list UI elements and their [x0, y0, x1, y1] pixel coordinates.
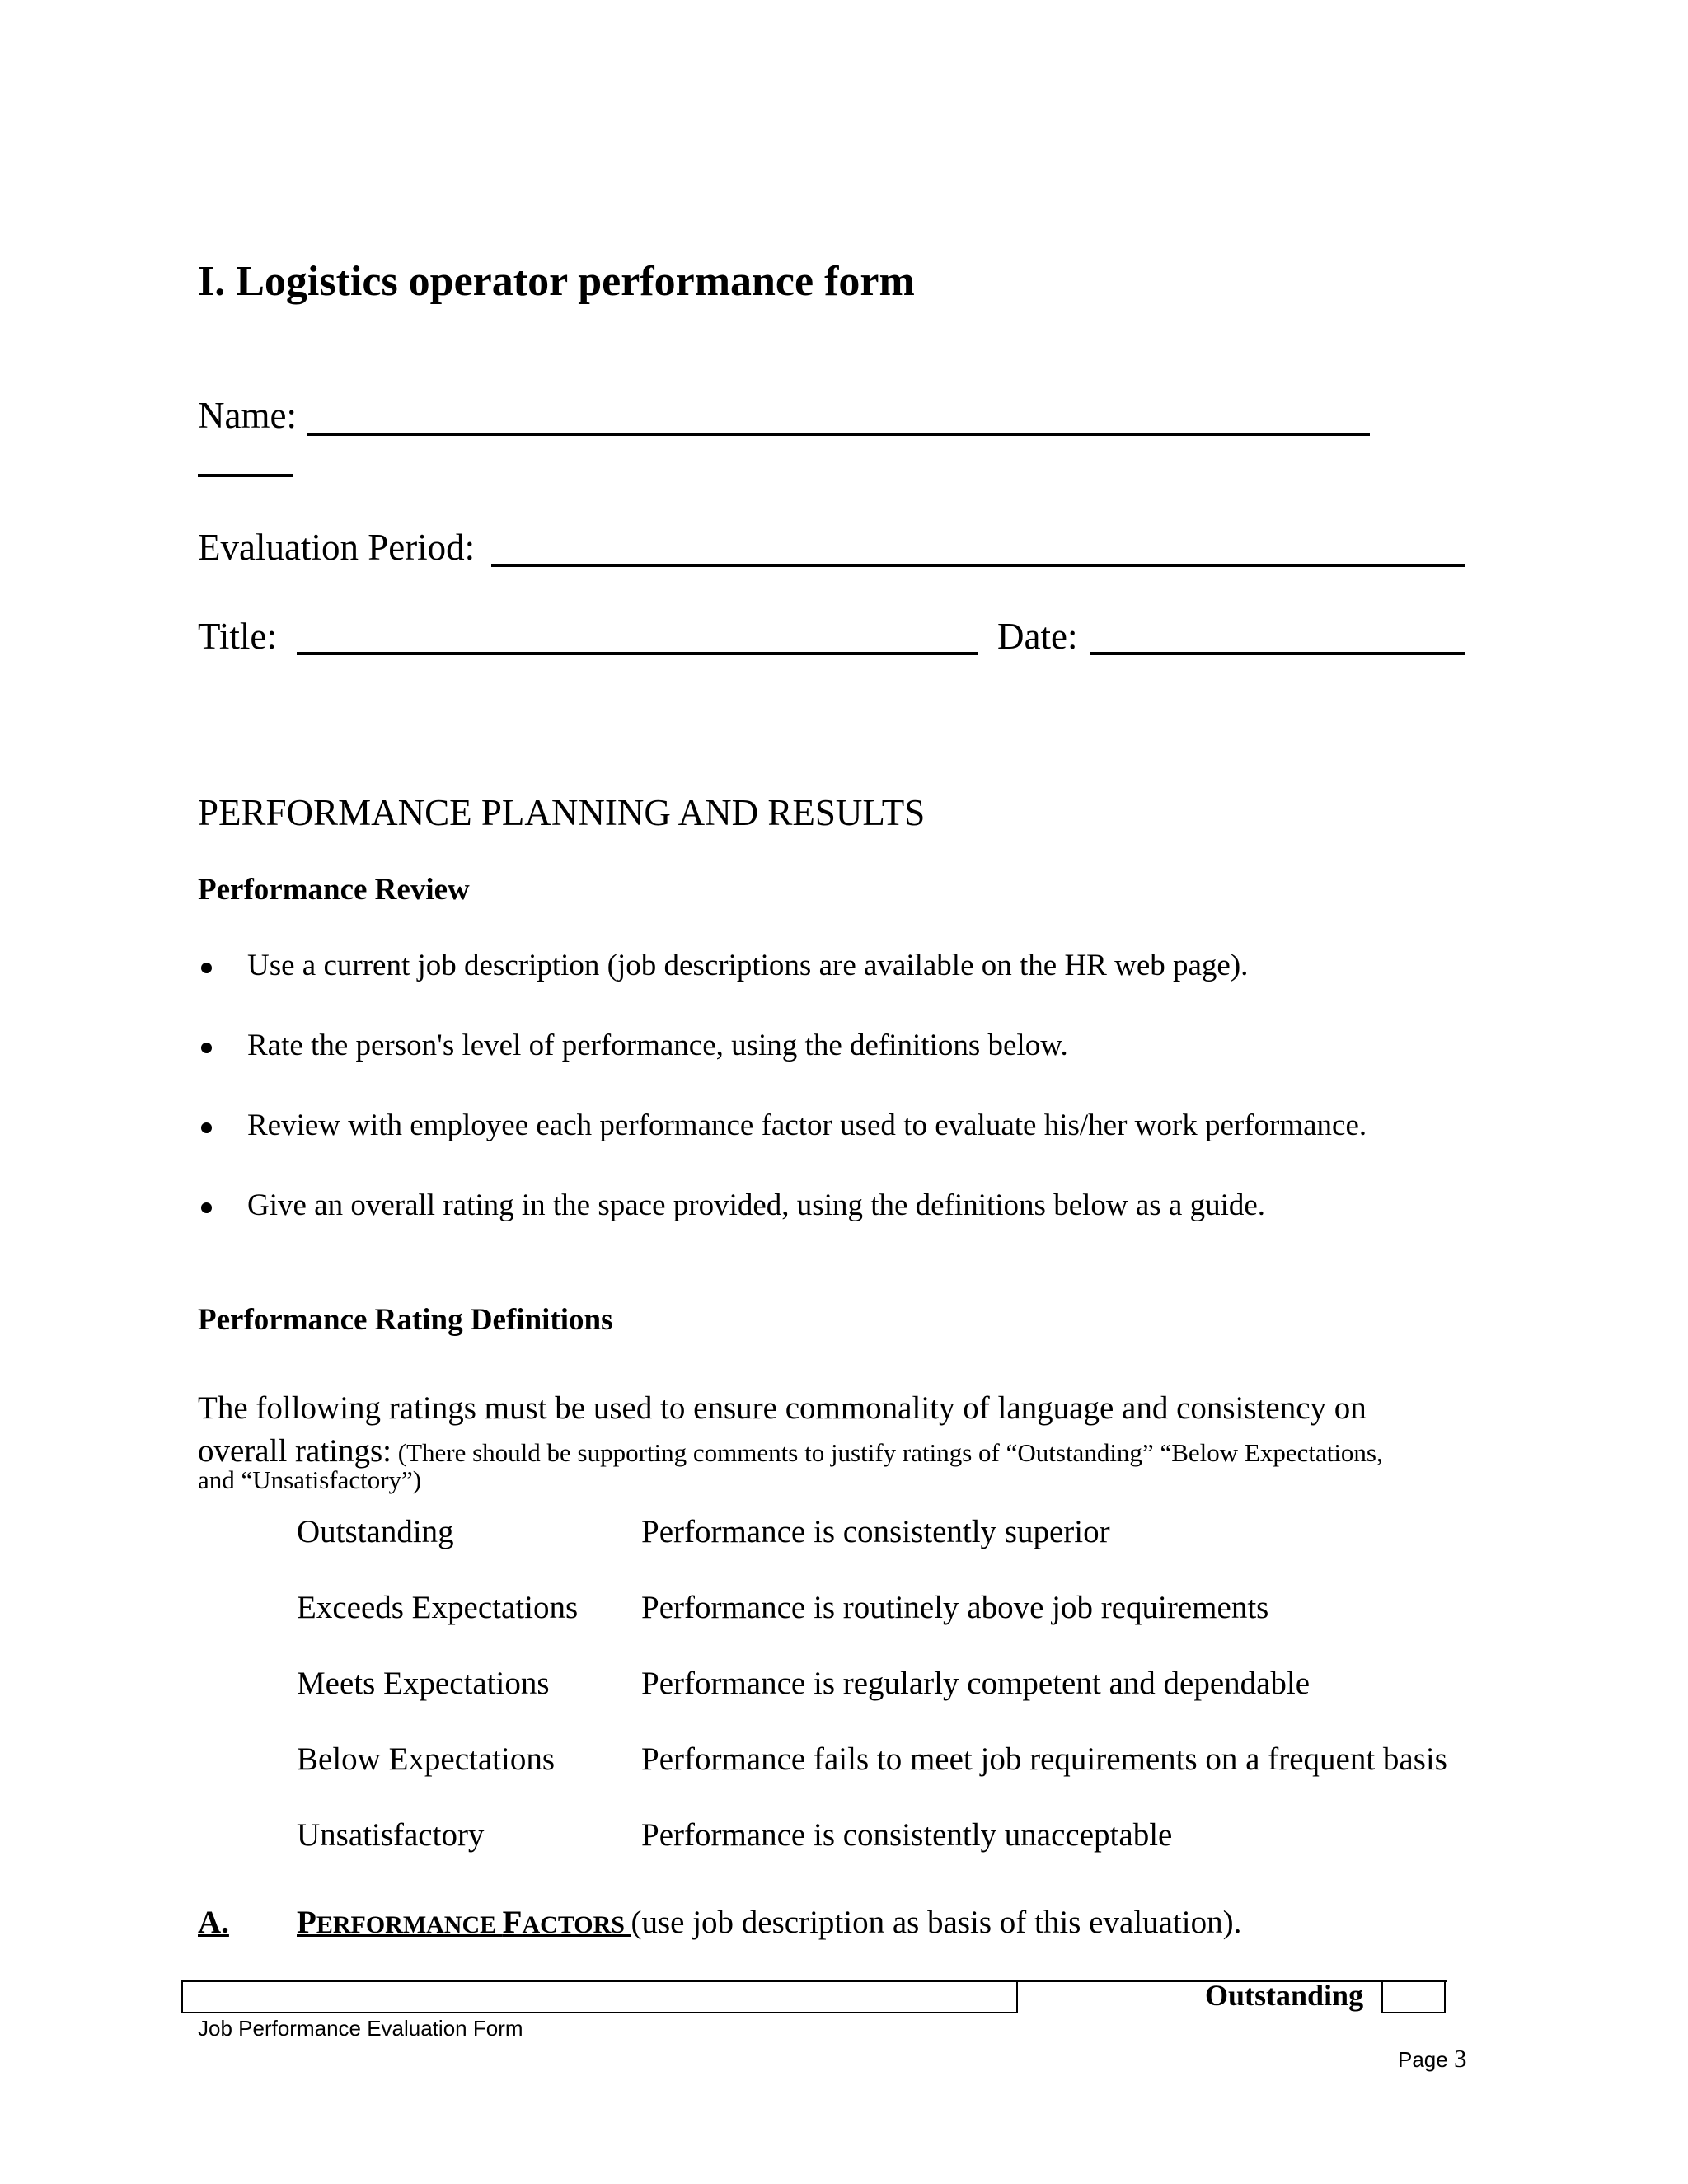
- definitions-intro-line: The following ratings must be used to ensure commonality of language and consistency on: [198, 1390, 1367, 1426]
- factor-description-cell[interactable]: [181, 1980, 1018, 2013]
- evaluation-period-field[interactable]: [491, 564, 1465, 567]
- title-field[interactable]: [297, 652, 978, 655]
- evaluation-period-label: Evaluation Period:: [198, 527, 476, 568]
- rating-label: Outstanding: [297, 1514, 454, 1549]
- bullet-dot: [201, 963, 212, 973]
- rating-definition: Performance is routinely above job requirements: [641, 1590, 1269, 1625]
- bullet-dot: [201, 1043, 212, 1053]
- rating-definition: Performance fails to meet job requirements on a frequent basis: [641, 1741, 1447, 1777]
- name-field[interactable]: [307, 433, 1370, 436]
- definitions-intro-line: and “Unsatisfactory”): [198, 1465, 422, 1494]
- title-label: Title:: [198, 616, 277, 657]
- performance-review-heading: Performance Review: [198, 873, 470, 907]
- bullet-dot: [201, 1202, 212, 1213]
- definitions-intro-line: [198, 1432, 1383, 1469]
- page-title: I. Logistics operator performance form: [198, 258, 915, 305]
- rating-definition: Performance is consistently superior: [641, 1514, 1110, 1549]
- rating-label: Meets Expectations: [297, 1666, 550, 1701]
- rating-definition: Performance is regularly competent and dependable: [641, 1666, 1311, 1701]
- factors-letter: A.: [198, 1905, 229, 1940]
- intro-small-text: (There should be supporting comments to justify ratings of “Outstanding” “Below Expectations,: [392, 1438, 1383, 1467]
- name-label: Name:: [198, 395, 297, 436]
- bullet-item: Use a current job description (job descriptions are available on the HR web page).: [247, 949, 1249, 982]
- rating-definition: Performance is consistently unacceptable: [641, 1817, 1173, 1853]
- rating-label: Exceeds Expectations: [297, 1590, 579, 1625]
- bullet-item: Rate the person's level of performance, using the definitions below.: [247, 1029, 1068, 1062]
- rating-label: Below Expectations: [297, 1741, 556, 1777]
- outstanding-checkbox[interactable]: [1381, 1980, 1446, 2013]
- rating-label: Unsatisfactory: [297, 1817, 485, 1853]
- footer-page-number: Page 3: [1398, 2044, 1467, 2073]
- bullet-item: Give an overall rating in the space provided, using the definitions below as a guide.: [247, 1188, 1266, 1222]
- name-field-continuation[interactable]: [198, 474, 293, 477]
- section-heading: PERFORMANCE PLANNING AND RESULTS: [198, 792, 926, 833]
- bullet-dot: [201, 1122, 212, 1133]
- intro-main-text: overall ratings:: [198, 1433, 392, 1469]
- factors-note: (use job description as basis of this evaluation).: [631, 1905, 1242, 1940]
- factors-title: PERFORMANCE FACTORS: [297, 1905, 631, 1940]
- date-field[interactable]: [1090, 652, 1465, 655]
- rating-definitions-heading: Performance Rating Definitions: [198, 1303, 613, 1337]
- footer-form-name: Job Performance Evaluation Form: [198, 2016, 523, 2041]
- outstanding-rating-label: Outstanding: [1205, 1979, 1364, 2012]
- bullet-item: Review with employee each performance factor used to evaluate his/her work performance.: [247, 1108, 1367, 1142]
- performance-factors-heading: [198, 1904, 1241, 1941]
- date-label: Date:: [997, 616, 1078, 657]
